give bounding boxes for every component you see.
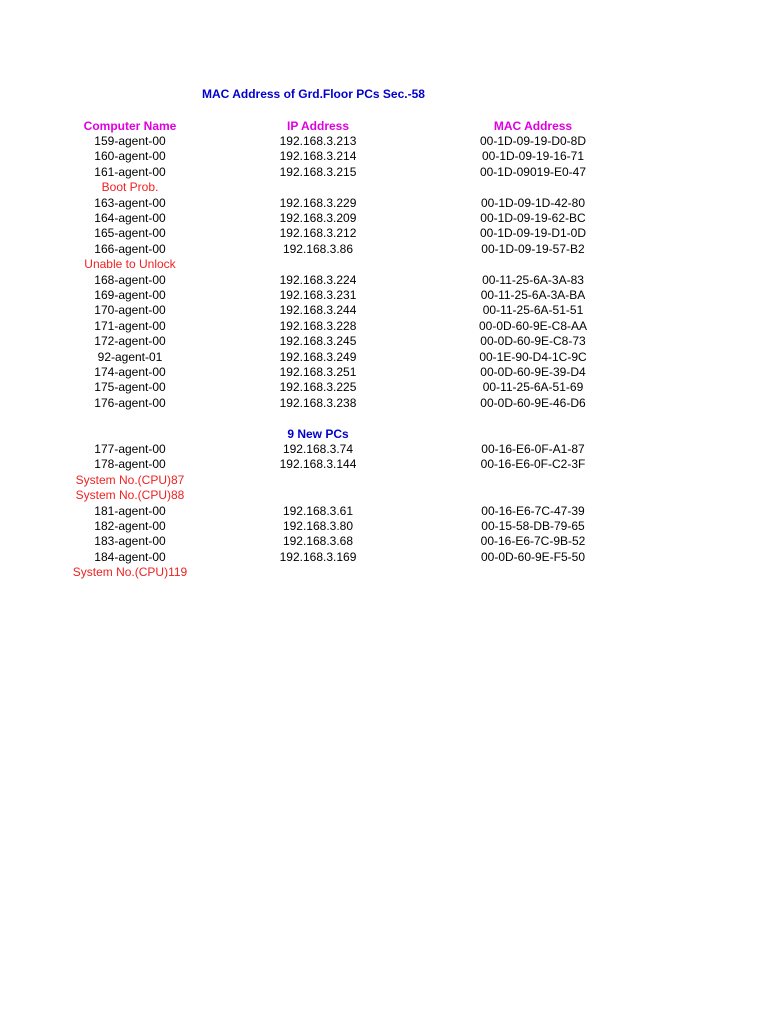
computer-name-cell: 169-agent-00 [94, 288, 166, 302]
mac-address-cell: 00-0D-60-9E-F5-50 [480, 549, 586, 564]
section-heading: 9 New PCs [287, 426, 349, 441]
table-row [0, 534, 768, 549]
section-heading-row [0, 427, 768, 442]
column-header-computer-name: Computer Name [83, 119, 177, 133]
note-row [0, 565, 768, 580]
ip-address-cell: 192.168.3.209 [279, 211, 357, 225]
blank-row [0, 411, 768, 426]
mac-address-cell: 00-1D-09-19-62-BC [480, 211, 586, 225]
table-row [0, 365, 768, 380]
computer-name-cell: 163-agent-00 [94, 195, 166, 210]
table-row [0, 196, 768, 211]
table-row [0, 134, 768, 149]
computer-name-cell: 175-agent-00 [94, 380, 166, 395]
table-row [0, 273, 768, 288]
ip-address-cell: 192.168.3.229 [279, 195, 357, 210]
note-text: System No.(CPU)87 [75, 472, 185, 487]
mac-address-cell: 00-1D-09-19-D0-8D [479, 134, 587, 148]
table-row [0, 550, 768, 565]
table-row [0, 396, 768, 411]
computer-name-cell: 166-agent-00 [94, 241, 166, 256]
mac-address-cell: 00-16-E6-0F-A1-87 [481, 442, 585, 456]
computer-name-cell: 170-agent-00 [94, 303, 166, 318]
note-text: Unable to Unlock [84, 257, 176, 272]
ip-address-cell: 192.168.3.244 [279, 303, 357, 318]
ip-address-cell: 192.168.3.251 [279, 365, 357, 379]
mac-address-cell: 00-11-25-6A-3A-BA [480, 288, 586, 302]
ip-address-cell: 192.168.3.144 [279, 457, 357, 472]
ip-address-cell: 192.168.3.61 [282, 503, 354, 518]
page-title: MAC Address of Grd.Floor PCs Sec.-58 [202, 87, 425, 101]
table-row [0, 211, 768, 226]
computer-name-cell: 161-agent-00 [94, 164, 166, 179]
note-row [0, 257, 768, 272]
ip-address-cell: 192.168.3.238 [279, 395, 357, 410]
table-row [0, 288, 768, 303]
ip-address-cell: 192.168.3.215 [279, 164, 357, 179]
ip-address-cell: 192.168.3.86 [282, 241, 354, 256]
mac-address-cell: 00-11-25-6A-51-69 [482, 380, 584, 395]
computer-name-cell: 92-agent-01 [97, 349, 163, 364]
ip-address-cell: 192.168.3.225 [279, 380, 357, 395]
note-row [0, 473, 768, 488]
computer-name-cell: 176-agent-00 [94, 395, 166, 410]
table-row [0, 149, 768, 164]
computer-name-cell: 168-agent-00 [94, 272, 166, 287]
computer-name-cell: 182-agent-00 [94, 519, 166, 533]
note-row [0, 180, 768, 195]
note-text: Boot Prob. [101, 180, 159, 195]
mac-address-cell: 00-11-25-6A-3A-83 [482, 272, 584, 287]
table-row [0, 457, 768, 472]
note-text: System No.(CPU)88 [75, 488, 185, 503]
table-row [0, 350, 768, 365]
computer-name-cell: 160-agent-00 [94, 149, 166, 164]
table-row [0, 442, 768, 457]
mac-address-cell: 00-1D-09-19-16-71 [481, 149, 585, 164]
computer-name-cell: 183-agent-00 [94, 534, 166, 549]
ip-address-cell: 192.168.3.224 [279, 272, 357, 287]
computer-name-cell: 164-agent-00 [94, 211, 166, 225]
ip-address-cell: 192.168.3.80 [282, 519, 354, 533]
computer-name-cell: 181-agent-00 [94, 503, 166, 518]
mac-address-cell: 00-15-58-DB-79-65 [481, 519, 585, 533]
table-header [0, 119, 768, 134]
mac-address-cell: 00-16-E6-7C-47-39 [481, 503, 585, 518]
ip-address-cell: 192.168.3.214 [279, 149, 357, 164]
note-row [0, 488, 768, 503]
mac-address-cell: 00-1D-09-19-D1-0D [479, 226, 587, 241]
ip-address-cell: 192.168.3.74 [282, 442, 354, 456]
column-header-ip-address: IP Address [286, 119, 350, 133]
mac-address-cell: 00-16-E6-0F-C2-3F [480, 457, 586, 472]
table-row [0, 165, 768, 180]
ip-address-cell: 192.168.3.249 [279, 349, 357, 364]
table-row [0, 519, 768, 534]
ip-address-cell: 192.168.3.212 [279, 226, 357, 241]
column-header-mac-address: MAC Address [493, 119, 573, 133]
mac-address-cell: 00-0D-60-9E-C8-73 [480, 334, 586, 349]
computer-name-cell: 174-agent-00 [94, 365, 166, 379]
computer-name-cell: 171-agent-00 [94, 318, 166, 333]
mac-address-cell: 00-0D-60-9E-39-D4 [480, 365, 586, 379]
computer-name-cell: 159-agent-00 [94, 134, 166, 148]
mac-address-cell: 00-16-E6-7C-9B-52 [480, 534, 586, 549]
table-row [0, 226, 768, 241]
note-text: System No.(CPU)119 [72, 565, 188, 580]
ip-address-cell: 192.168.3.169 [279, 549, 357, 564]
table-row [0, 380, 768, 395]
mac-address-cell: 00-11-25-6A-51-51 [482, 303, 584, 318]
computer-name-cell: 172-agent-00 [94, 334, 166, 349]
ip-address-cell: 192.168.3.231 [279, 288, 357, 302]
mac-address-cell: 00-1D-09019-E0-47 [479, 164, 587, 179]
computer-name-cell: 184-agent-00 [94, 549, 166, 564]
ip-address-cell: 192.168.3.213 [279, 134, 357, 148]
table-row [0, 242, 768, 257]
mac-address-cell: 00-1D-09-19-57-B2 [481, 241, 585, 256]
computer-name-cell: 177-agent-00 [94, 442, 166, 456]
ip-address-cell: 192.168.3.228 [279, 318, 357, 333]
mac-address-cell: 00-1E-90-D4-1C-9C [479, 349, 587, 364]
computer-name-cell: 165-agent-00 [94, 226, 166, 241]
table-row [0, 319, 768, 334]
ip-address-cell: 192.168.3.68 [282, 534, 354, 549]
table-row [0, 504, 768, 519]
computer-name-cell: 178-agent-00 [94, 457, 166, 472]
table-row [0, 303, 768, 318]
mac-address-cell: 00-1D-09-1D-42-80 [480, 195, 586, 210]
table-row [0, 334, 768, 349]
ip-address-cell: 192.168.3.245 [279, 334, 357, 349]
mac-address-cell: 00-0D-60-9E-46-D6 [480, 395, 586, 410]
mac-address-cell: 00-0D-60-9E-C8-AA [478, 318, 588, 333]
